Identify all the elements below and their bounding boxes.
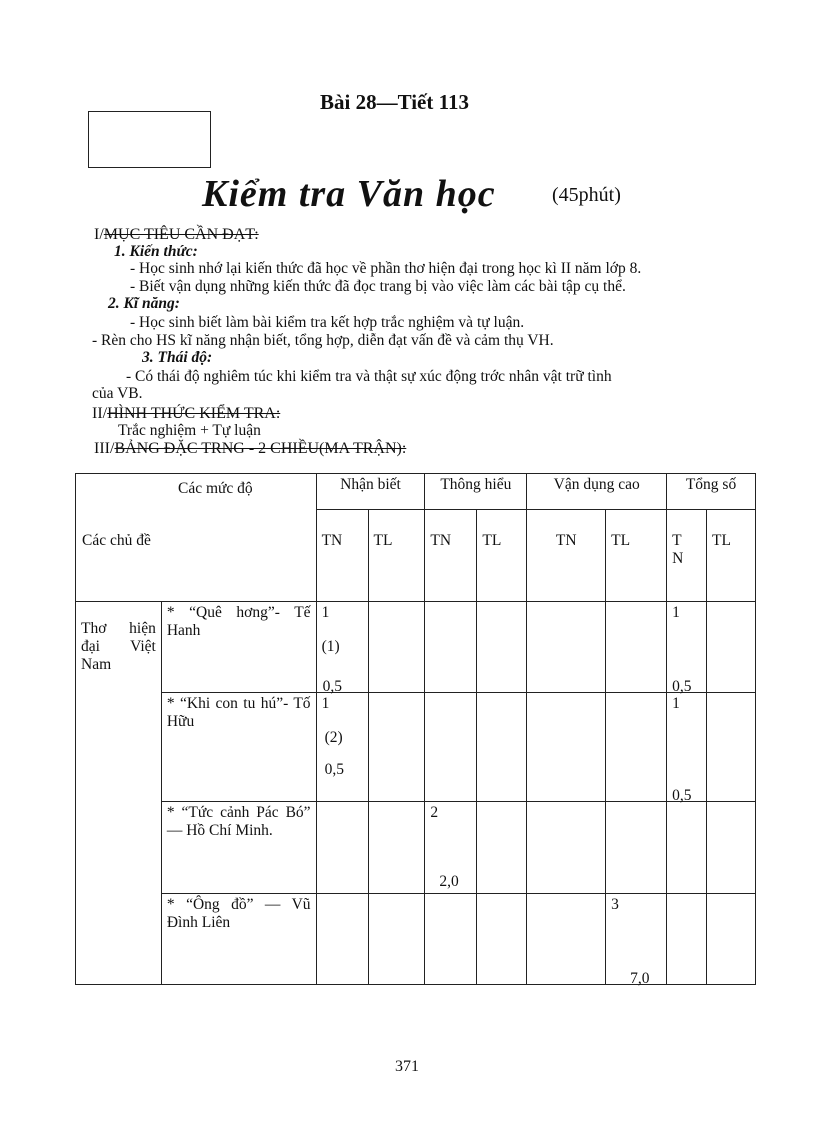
lesson-heading: Bài 28—Tiết 113 [320,90,469,114]
topics-label: Các chủ đề [82,532,151,549]
table-row [76,602,756,693]
tl-cell: TL [368,510,425,602]
score: 0,5 [672,678,692,695]
tn-cell-split: T N [667,510,707,602]
section3-title: BẢNG ĐẶC TRNG - 2 CHIỀU(MA TRẬN): [114,440,407,457]
section3-heading [94,440,406,458]
header-corner-cell [76,474,317,602]
section2-content: Trắc nghiệm + Tự luận [118,422,261,439]
count: 2 [430,804,439,821]
count: 1 [321,604,330,621]
question-ref: (2) [324,729,343,746]
levels-label: Các mức độ [178,480,253,497]
duration: (45phút) [552,184,621,206]
score: 0,5 [672,787,692,804]
page-title: Kiểm tra Văn học [202,173,496,215]
skills-line-1: - Học sinh biết làm bài kiểm tra kết hợp trắc nghiệm và tự luận. [130,314,525,331]
table-row [76,693,756,802]
tl-cell: TL [606,510,667,602]
tn-cell: TN [425,510,477,602]
knowledge-line-1: - Học sinh nhớ lại kiến thức đã học về phần thơ hiện đại trong học kì II năm lớp 8. [130,260,642,277]
section3-num: III/ [94,440,115,457]
score-cell [316,602,368,693]
section2-title: HÌNH THỨC KIỂM TRA: [107,405,281,422]
score: 0,5 [324,761,344,778]
section1-title: MỤC TIÊU CẦN ĐẠT: [103,226,259,243]
section2-num: II/ [92,405,108,422]
section1-num: I/ [94,226,104,243]
attitude-line-2: của VB. [92,385,143,402]
question-ref: (1) [321,638,340,655]
count: 1 [672,604,680,621]
count: 1 [672,695,680,712]
work-name: * “Quê hơng”- Tế Hanh [161,602,316,693]
tn-cell: TN [527,510,606,602]
table-row [76,894,756,985]
work-name: * “Ông đồ” — Vũ Đình Liên [161,894,316,985]
total-cell [667,602,707,693]
count: 1 [321,695,330,712]
section2-heading [92,405,280,423]
matrix-table [75,473,756,985]
score-cell [606,894,667,985]
tl-cell: TL [477,510,527,602]
work-name: * “Khi con tu hú”- Tố Hữu [161,693,316,802]
col-thong-hieu: Thông hiểu [425,474,527,510]
section1-heading [94,226,259,244]
table-row [76,802,756,894]
knowledge-line-2: - Biết vận dụng những kiến thức đã đọc trang bị vào việc làm các bài tập cụ thể. [130,278,626,295]
work-name: * “Tức cảnh Pác Bó” — Hồ Chí Minh. [161,802,316,894]
score: 7,0 [630,970,650,987]
score: 2,0 [439,873,459,890]
score-box [88,111,211,168]
col-van-dung: Vận dụng cao [527,474,667,510]
col-nhan-biet: Nhận biết [316,474,425,510]
subheading-attitude: 3. Thái độ: [142,349,213,366]
tl-cell: TL [707,510,756,602]
subheading-skills: 2. Kĩ năng: [108,295,180,312]
score-cell [425,802,477,894]
score-cell [316,693,368,802]
score: 0,5 [322,678,342,695]
subheading-knowledge: 1. Kiến thức: [114,243,198,260]
col-tong-so: Tổng số [667,474,756,510]
skills-line-2: - Rèn cho HS kĩ năng nhận biết, tổng hợp, diễn đạt vấn đề và cảm thụ VH. [92,332,554,349]
attitude-line-1: - Có thái độ nghiêm túc khi kiểm tra và thật sự xúc động trớc nhân vật trữ tình [126,368,612,385]
page-number: 371 [395,1058,419,1075]
tn-cell: TN [316,510,368,602]
total-cell [667,693,707,802]
count: 3 [611,896,619,913]
topic-cell: Thơ hiện đại Việt Nam [76,602,162,985]
